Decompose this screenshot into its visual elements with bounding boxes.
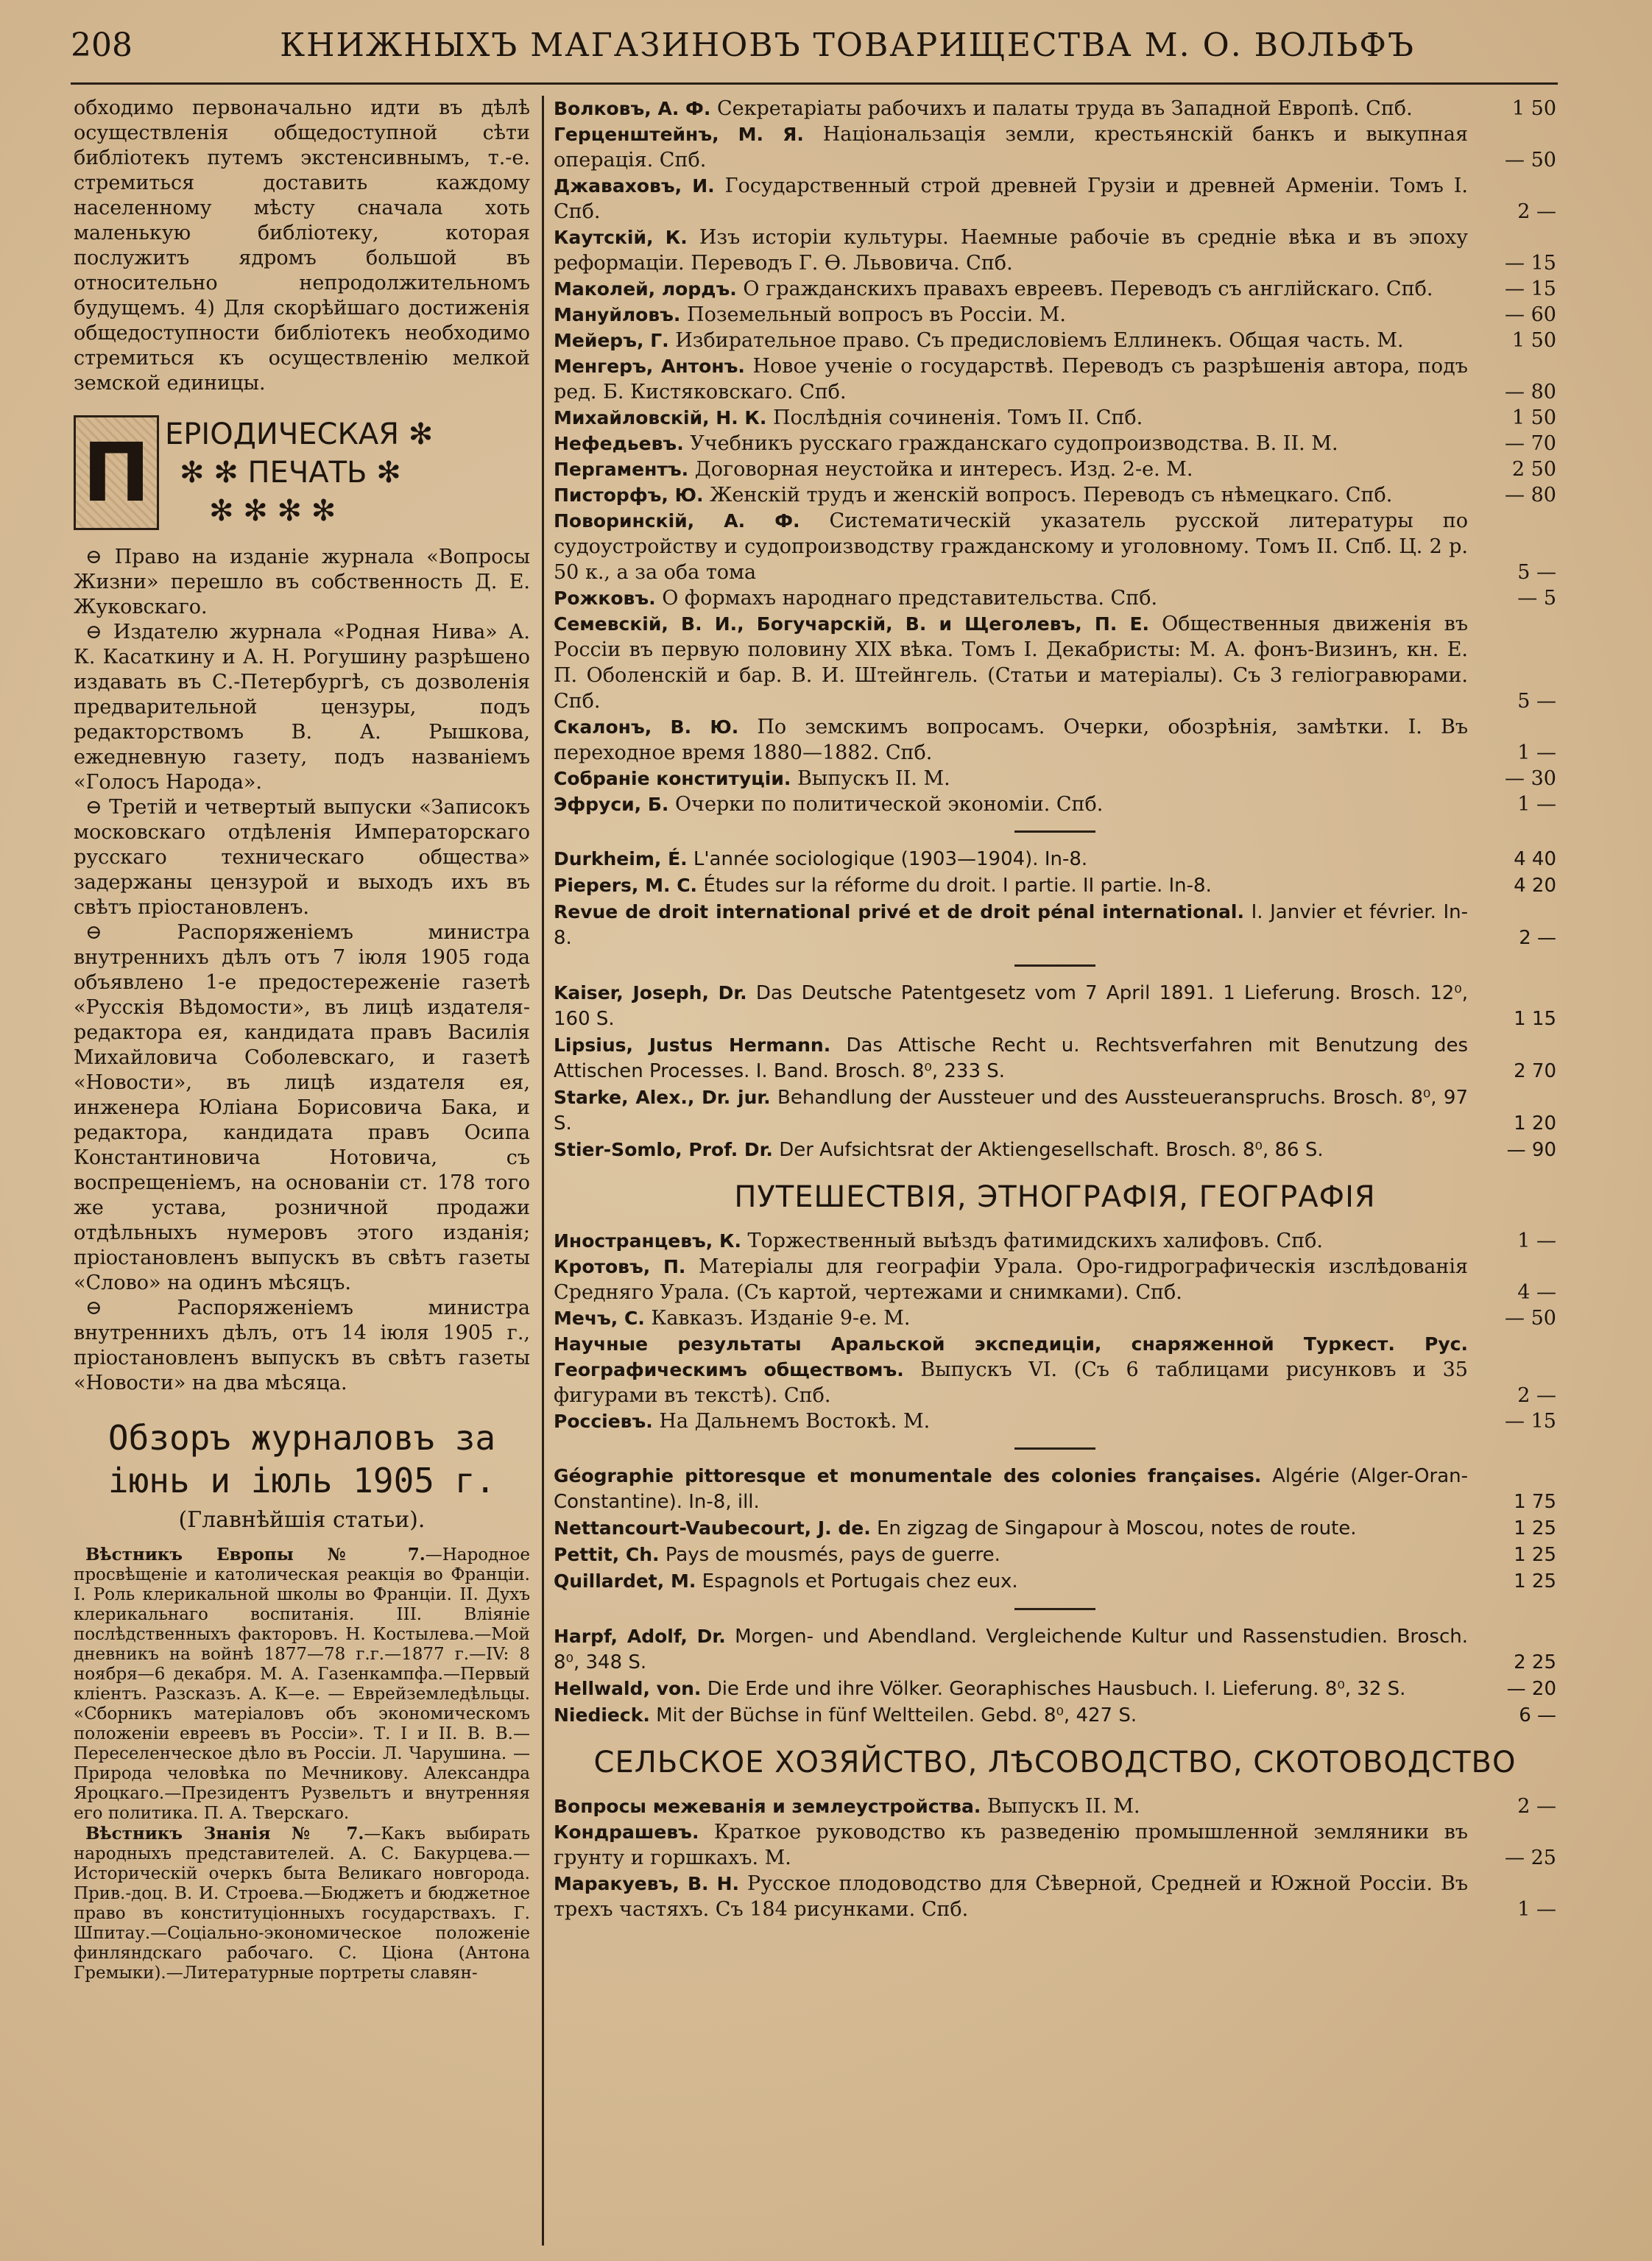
catalogue-entry (554, 791, 1556, 817)
entry-title: О гражданскихъ правахъ евреевъ. Переводъ съ англійскаго. Спб. (743, 278, 1433, 300)
entry-price: 5 — (1517, 561, 1556, 584)
entry-title: Études sur la réforme du droit. I partie. II partie. In-8. (703, 875, 1212, 897)
journal-contents: —Народное просвѣщеніе и католическая реакція во Франціи. I. Роль клерикальной школы во Франціи. II. Духъ клерикальнаго воспитанія. III. Вліяніе послѣдственныхъ факторовъ. Н. Костылева.—Мой дневникъ на войнѣ 1877—78 г.г.—1877 г.—IV: 8 ноября—6 декабря. М. А. Газенкампфа.—Первый кліентъ. Разсказъ. А. К—е. — Еврейземледѣльцы. «Сборникъ матеріаловъ объ экономическомъ положеніи евреевъ въ Россіи». Т. I и II. В. В.—Переселенческое дѣло въ Россіи. Л. Чарушина. — Природа человѣка по Мечникову. Александра Яроцкаго.—Президентъ Рузвельтъ и внутренняя его политика. П. А. Тверскаго. (74, 1545, 530, 1823)
entry-title: Morgen- und Abendland. Vergleichende Kultur und Rassenstudien. Brosch. 8⁰, 348 S. (554, 1626, 1469, 1673)
entry-text (554, 431, 1468, 456)
entry-title: I. Janvier et février. In-8. (554, 901, 1468, 949)
entry-author: Поворинскій, А. Ф. (554, 510, 800, 532)
travel-french-list (554, 1463, 1556, 1595)
entry-title: Выпускъ VI. (Съ 6 таблицами рисунковъ и 35 фигурами въ текстѣ). Спб. (554, 1358, 1468, 1407)
entry-text (554, 980, 1468, 1032)
entry-title: Краткое руководство къ разведенію промышленной земляники въ грунту и горшкахъ. М. (554, 1821, 1468, 1869)
entry-text (554, 1515, 1468, 1542)
separator-rule (1014, 964, 1095, 967)
travel-german-list (554, 1623, 1556, 1729)
catalogue-entry (554, 1871, 1556, 1922)
entry-author: Quillardet, M. (554, 1570, 696, 1592)
catalogue-entry (554, 1515, 1556, 1542)
entry-text (554, 1819, 1468, 1871)
entry-author: Revue de droit international privé et de droit pénal international. (554, 901, 1244, 923)
entry-author: Мечъ, С. (554, 1308, 645, 1329)
catalogue-entry (554, 1254, 1556, 1305)
entry-title: Algérie (Alger-Oran-Constantine). In-8, ill. (554, 1465, 1468, 1513)
entry-author: Piepers, M. C. (554, 875, 698, 896)
entry-title: Избирательное право. Съ предисловіемъ Еллинекъ. Общая часть. М. (675, 329, 1404, 352)
entry-price: 1 15 (1514, 1008, 1556, 1030)
entry-author: Рожковъ. (554, 588, 656, 609)
catalogue-entry (554, 611, 1556, 714)
entry-author: Мейеръ, Г. (554, 330, 669, 351)
entry-title: Die Erde und ihre Völker. Georaphisches Hausbuch. I. Lieferung. 8⁰, 32 S. (707, 1678, 1406, 1700)
catalogue-entry (554, 456, 1556, 482)
entry-price: — 60 (1505, 303, 1556, 326)
entry-author: Hellwald, von. (554, 1678, 702, 1699)
entry-title: Общественныя движенія въ Россіи въ первую половину XIX вѣка. Томъ I. Декабристы: М. А. фонъ-Визинъ, кн. Е. П. Оболенскій и бар. В. И. Штейнгель. (Статьи и матеріалы). Съ 3 геліогравюрами. Спб. (554, 613, 1468, 713)
entry-price: — 50 (1505, 1307, 1556, 1330)
entry-price: 1 — (1517, 1898, 1556, 1921)
catalogue-entry (554, 1793, 1556, 1819)
entry-author: Stier-Somlo, Prof. Dr. (554, 1139, 773, 1160)
running-head (71, 27, 1558, 71)
entry-title: Выпускъ II. М. (797, 767, 950, 790)
entry-text (554, 1408, 1468, 1434)
entry-author: Harpf, Adolf, Dr. (554, 1626, 726, 1647)
entry-title: Русское плодоводство для Сѣверной, Средней и Южной Россіи. Въ трехъ частяхъ. Съ 184 рисунками. Спб. (554, 1872, 1469, 1921)
entry-price: — 80 (1505, 484, 1556, 507)
entry-author: Nettancourt-Vaubecourt, J. de. (554, 1517, 871, 1539)
entry-price: — 90 (1506, 1139, 1556, 1161)
entry-text (554, 1623, 1468, 1676)
entry-author: Géographie pittoresque et monumentale des colonies françaises. (554, 1465, 1262, 1486)
entry-author: Пергаментъ. (554, 459, 689, 480)
catalogue-entry (554, 846, 1556, 872)
entry-text (554, 1793, 1468, 1819)
periodical-section-heading (74, 415, 530, 533)
entry-text (554, 766, 1468, 791)
entry-title: Матеріалы для географіи Урала. Оро-гидрографическія изслѣдованія Средняго Урала. (Съ картой, чертежами и снимками). Спб. (554, 1255, 1468, 1304)
entry-text (554, 1676, 1468, 1702)
entry-author: Kaiser, Joseph, Dr. (554, 982, 747, 1003)
catalogue-entry (554, 405, 1556, 431)
entry-title: Національзація земли, крестьянскій банкъ и выкупная операція. Спб. (554, 123, 1468, 172)
french-law-list (554, 846, 1556, 951)
catalogue-entry (554, 1463, 1556, 1515)
entry-author: Pettit, Ch. (554, 1544, 660, 1565)
news-item: ⊖ Распоряженіемъ министра внутреннихъ дѣлъ отъ 7 іюля 1905 года объявлено 1-е предостереженіе газетѣ «Русскія Вѣдомости», въ лицѣ издателя-редактора ея, кандидата правъ Василія Михайловича Соболевскаго, и газетѣ «Новости», въ лицѣ издателя ея, инженера Юліана Борисовича Бака, и редактора, кандидата правъ Осипа Константиновича Нотовича, съ воспрещеніемъ, на основаніи ст. 178 того же устава, розничной продажи отдѣльныхъ нумеровъ этого изданія; пріостановленъ выпускъ въ свѣтъ газеты «Слово» на одинъ мѣсяцъ. (74, 920, 530, 1296)
russian-law-list (554, 96, 1556, 817)
catalogue-entry (554, 1623, 1556, 1676)
review-title: Обзоръ журналовъ за іюнь и іюль 1905 г. (107, 1418, 496, 1500)
entry-text (554, 508, 1468, 585)
entry-price: — 5 (1517, 587, 1556, 610)
entry-text (554, 1463, 1468, 1515)
heading-line: ЕРІОДИЧЕСКАЯ ✻ (165, 417, 434, 451)
entry-author: Lipsius, Justus Hermann. (554, 1034, 831, 1056)
entry-title: Espagnols et Portugais chez eux. (702, 1570, 1018, 1592)
entry-price: 1 50 (1511, 97, 1556, 120)
entry-title: En zigzag de Singapour à Moscou, notes de route. (876, 1517, 1357, 1539)
entry-text (554, 611, 1468, 714)
catalogue-entry (554, 1702, 1556, 1729)
entry-author: Маколей, лордъ. (554, 278, 737, 300)
separator-rule (1014, 1608, 1095, 1610)
entry-title: Поземельный вопросъ въ Россіи. М. (687, 303, 1066, 326)
entry-text (554, 96, 1468, 121)
entry-price: 4 40 (1514, 848, 1556, 870)
entry-title: Der Aufsichtsrat der Aktiengesellschaft. Brosch. 8⁰, 86 S. (779, 1139, 1324, 1161)
entry-price: — 15 (1505, 278, 1556, 300)
catalogue-entry (554, 482, 1556, 508)
separator-rule (1014, 1447, 1095, 1450)
entry-text (554, 714, 1468, 766)
catalogue-entry (554, 1676, 1556, 1702)
running-title: КНИЖНЫХЪ МАГАЗИНОВЪ ТОВАРИЩЕСТВА М. О. ВОЛЬФЪ (280, 27, 1415, 64)
news-item: ⊖ Издателю журнала «Родная Нива» А. К. Касаткину и А. Н. Рогушину разрѣшено издавать въ С.-Петербургѣ, съ дозволенія предварительной цензуры, подъ редакторствомъ В. А. Рышкова, ежедневную газету, подъ названіемъ «Голосъ Народа». (74, 620, 530, 795)
entry-text (554, 405, 1468, 431)
news-item: ⊖ Третій и четвертый выпуски «Записокъ московскаго отдѣленія Императорскаго русскаго техническаго общества» задержаны цензурой и выходъ ихъ въ свѣтъ пріостановленъ. (74, 795, 530, 920)
entry-author: Мануйловъ. (554, 304, 681, 325)
travel-list (554, 1228, 1556, 1434)
catalogue-entry (554, 714, 1556, 766)
entry-title: Behandlung der Aussteuer und des Aussteueranspruchs. Brosch. 8⁰, 97 S. (554, 1087, 1468, 1135)
entry-author: Эфруси, Б. (554, 794, 669, 815)
entry-price: 1 — (1517, 793, 1556, 816)
entry-author: Россіевъ. (554, 1411, 653, 1432)
entry-text (554, 899, 1468, 951)
header-rule (71, 82, 1558, 85)
entry-text (554, 1228, 1468, 1254)
entry-title: Договорная неустойка и интересъ. Изд. 2-е. М. (694, 458, 1193, 481)
entry-text (554, 846, 1468, 872)
entry-title: L'année sociologique (1903—1904). In-8. (693, 848, 1088, 870)
entry-author: Писторфъ, Ю. (554, 484, 704, 506)
catalogue-entry (554, 980, 1556, 1032)
review-subtitle: (Главнѣйшія статьи). (178, 1507, 426, 1533)
catalogue-entry (554, 899, 1556, 951)
journal-contents: —Какъ выбирать народныхъ представителей. А. С. Бакурцева.—Историческій очеркъ быта Великаго новгорода. Прив.-доц. В. И. Строева.—Бюджетъ и бюджетное право въ конституціонныхъ государствахъ. Г. Шпитау.—Соціально-экономическое положеніе финляндскаго рабочаго. С. Ціона (Антона Гремыки).—Литературные портреты славян- (74, 1824, 530, 1983)
entry-title: Секретаріаты рабочихъ и палаты труда въ Западной Европѣ. Спб. (716, 97, 1413, 120)
entry-price: 2 — (1517, 1795, 1556, 1818)
entry-price: 6 — (1519, 1704, 1556, 1726)
entry-author: Волковъ, А. Ф. (554, 98, 711, 119)
entry-text (554, 872, 1468, 899)
entry-title: Mit der Büchse in fünf Weltteilen. Gebd. 8⁰, 427 S. (656, 1704, 1137, 1726)
entry-price: 1 75 (1514, 1491, 1556, 1513)
catalogue-entry (554, 1137, 1556, 1163)
entry-price: 5 — (1517, 690, 1556, 713)
german-law-list (554, 980, 1556, 1163)
entry-text (554, 1254, 1468, 1305)
entry-author: Менгеръ, Антонъ. (554, 356, 745, 377)
column-rule (542, 96, 544, 2246)
entry-price: — 15 (1505, 252, 1556, 275)
entry-text (554, 1331, 1468, 1408)
entry-price: — 70 (1505, 432, 1556, 455)
entry-title: Изъ исторіи культуры. Наемные рабочіе въ средніе вѣка и въ эпоху реформаціи. Переводъ Г. Ѳ. Львовича. Спб. (554, 226, 1468, 275)
catalogue-entry (554, 1305, 1556, 1331)
entry-text (554, 1305, 1468, 1331)
entry-title: Кавказъ. Изданіе 9-е. М. (651, 1307, 911, 1330)
entry-text (554, 1542, 1468, 1568)
entry-price: 1 — (1517, 1230, 1556, 1252)
entry-author: Джаваховъ, И. (554, 175, 715, 197)
entry-title: О формахъ народнаго представительства. Спб. (662, 587, 1158, 610)
catalogue-entry (554, 328, 1556, 353)
entry-text (554, 1702, 1468, 1729)
entry-title: Das Attische Recht u. Rechtsverfahren mit Benutzung des Attischen Processes. I. Band. Brosch. 8⁰, 233 S. (554, 1034, 1469, 1082)
entry-text (554, 276, 1468, 302)
entry-title: Das Deutsche Patentgesetz vom 7 April 1891. 1 Lieferung. Brosch. 12⁰, 160 S. (554, 982, 1468, 1030)
entry-author: Семевскій, В. И., Богучарскій, В. и Щеголевъ, П. Е. (554, 613, 1150, 635)
agriculture-section-title: СЕЛЬСКОЕ ХОЗЯЙСТВО, ЛѢСОВОДСТВО, СКОТОВОДСТВО (593, 1746, 1517, 1779)
entry-title: Новое ученіе о государствѣ. Переводъ съ разрѣшенія автора, подъ ред. Б. Кистяковскаго. Спб. (554, 355, 1468, 403)
catalogue-entry (554, 508, 1556, 585)
entry-price: — 80 (1505, 381, 1556, 403)
entry-title: По земскимъ вопросамъ. Очерки, обозрѣнія, замѣтки. I. Въ переходное время 1880—1882. Спб. (554, 716, 1469, 764)
entry-price: — 30 (1505, 767, 1556, 790)
catalogue-entry (554, 96, 1556, 121)
catalogue-entry (554, 1331, 1556, 1408)
entry-text (554, 585, 1468, 611)
entry-price: 4 — (1517, 1281, 1556, 1304)
entry-author: Иностранцевъ, К. (554, 1230, 741, 1252)
travel-section-title: ПУТЕШЕСТВІЯ, ЭТНОГРАФІЯ, ГЕОГРАФІЯ (734, 1180, 1376, 1214)
entry-author: Starke, Alex., Dr. jur. (554, 1087, 771, 1108)
catalogue-entry (554, 1542, 1556, 1568)
entry-text (554, 791, 1468, 817)
intro-paragraph: обходимо первоначально идти въ дѣлѣ осуществленія общедоступной сѣти библіотекъ путемъ экстенсивнымъ, т.-е. стремиться доставить каждому населенному мѣсту сначала хоть маленькую библіотеку, которая послужитъ ядромъ большой въ относительно непродолжительномъ будущемъ. 4) Для скорѣйшаго достиженія общедоступности библіотекъ необходимо стремиться къ осуществленію мелкой земской единицы. (74, 96, 530, 395)
catalogue-entry (554, 302, 1556, 328)
entry-author: Кротовъ, П. (554, 1256, 686, 1277)
entry-title: Pays de mousmés, pays de guerre. (665, 1544, 1000, 1566)
catalogue-entry (554, 766, 1556, 791)
entry-price: 2 50 (1511, 458, 1556, 481)
entry-author: Собраніе конституціи. (554, 768, 791, 789)
catalogue-entry (554, 1032, 1556, 1084)
entry-price: 1 25 (1514, 1517, 1556, 1539)
entry-text (554, 328, 1468, 353)
entry-price: 2 — (1517, 200, 1556, 223)
entry-title: Послѣднія сочиненія. Томъ II. Спб. (772, 406, 1143, 429)
entry-text (554, 456, 1468, 482)
journal-name: Вѣстникъ Европы № 7. (85, 1545, 426, 1565)
entry-title: Учебникъ русскаго гражданскаго судопроизводства. В. II. М. (690, 432, 1338, 455)
entry-author: Вопросы межеванія и землеустройства. (554, 1796, 981, 1817)
entry-price: 2 — (1517, 1384, 1556, 1407)
separator-rule (1014, 830, 1095, 833)
entry-author: Маракуевъ, В. Н. (554, 1873, 740, 1894)
news-item: ⊖ Распоряженіемъ министра внутреннихъ дѣлъ, отъ 14 іюля 1905 г., пріостановленъ выпускъ въ свѣтъ газеты «Новости» на два мѣсяца. (74, 1296, 530, 1396)
entry-author: Скалонъ, В. Ю. (554, 716, 739, 738)
left-column (74, 96, 530, 2253)
entry-price: 1 25 (1514, 1570, 1556, 1592)
entry-price: 2 70 (1514, 1060, 1556, 1082)
entry-price: — 20 (1506, 1678, 1556, 1700)
journal-name: Вѣстникъ Знанія № 7. (85, 1824, 364, 1844)
catalogue-entry (554, 1228, 1556, 1254)
entry-price: 1 — (1517, 741, 1556, 764)
entry-price: 4 20 (1514, 875, 1556, 897)
catalogue-entry (554, 353, 1556, 405)
entry-price: 1 20 (1514, 1112, 1556, 1135)
section-heading-text (165, 415, 530, 533)
catalogue-entry (554, 1084, 1556, 1137)
entry-author: Каутскій, К. (554, 227, 688, 248)
entry-price: — 15 (1505, 1410, 1556, 1433)
entry-author: Герценштейнъ, М. Я. (554, 124, 804, 145)
entry-price: 1 50 (1511, 406, 1556, 429)
catalogue-entry (554, 1819, 1556, 1871)
catalogue-entry (554, 225, 1556, 276)
catalogue-entry (554, 585, 1556, 611)
entry-text (554, 173, 1468, 225)
entry-author: Durkheim, É. (554, 848, 688, 870)
entry-text (554, 121, 1468, 173)
journal-review (74, 1824, 530, 1983)
catalogue-entry (554, 121, 1556, 173)
entry-text (554, 1871, 1468, 1922)
entry-title: Государственный строй древней Грузіи и древней Арменіи. Томъ I. Спб. (554, 174, 1468, 223)
entry-text (554, 302, 1468, 328)
journal-review (74, 1545, 530, 1824)
entry-text (554, 353, 1468, 405)
news-item: ⊖ Право на изданіе журнала «Вопросы Жизни» перешло въ собственность Д. Е. Жуковскаго. (74, 545, 530, 620)
heading-line: ✻ ✻ ПЕЧАТЬ ✻ (180, 456, 401, 490)
entry-text (554, 1032, 1468, 1084)
entry-text (554, 1137, 1468, 1163)
heading-line: ✻ ✻ ✻ ✻ (209, 494, 336, 528)
entry-title: На Дальнемъ Востокѣ. М. (659, 1410, 931, 1433)
catalogue-entry (554, 276, 1556, 302)
entry-price: 2 — (1519, 927, 1556, 949)
entry-price: — 25 (1505, 1846, 1556, 1869)
entry-text (554, 1084, 1468, 1137)
entry-price: 1 50 (1511, 329, 1556, 352)
catalogue-entry (554, 1408, 1556, 1434)
agriculture-list (554, 1793, 1556, 1922)
entry-text (554, 1568, 1468, 1595)
entry-title: Торжественный выѣздъ фатимидскихъ халифовъ. Спб. (747, 1230, 1323, 1252)
entry-author: Niedieck. (554, 1704, 650, 1726)
catalogue-entry (554, 872, 1556, 899)
entry-price: — 50 (1505, 149, 1556, 172)
entry-title: Женскій трудъ и женскій вопросъ. Переводъ съ нѣмецкаго. Спб. (710, 484, 1393, 507)
entry-price: 1 25 (1514, 1544, 1556, 1566)
entry-author: Научные результаты Аральской экспедиціи, снаряженной Туркест. Рус. Географическимъ обществомъ. (554, 1333, 1468, 1380)
entry-text (554, 225, 1468, 276)
catalogue-entry (554, 1568, 1556, 1595)
entry-title: Очерки по политической экономіи. Спб. (675, 793, 1104, 816)
catalogue-entry (554, 173, 1556, 225)
entry-title: Выпускъ II. М. (986, 1795, 1140, 1818)
initial-letter: П (82, 426, 151, 520)
entry-title: Систематическій указатель русской литературы по судоустройству и судопроизводству гражданскому и уголовному. Томъ II. Спб. Ц. 2 р. 50 к., а за оба тома (554, 509, 1468, 584)
right-column (554, 96, 1556, 2253)
entry-text (554, 482, 1468, 508)
entry-price: 2 25 (1514, 1651, 1556, 1673)
page-number: 208 (71, 27, 133, 64)
catalogue-entry (554, 431, 1556, 456)
entry-author: Кондрашевъ. (554, 1821, 699, 1843)
decorative-initial (74, 415, 159, 530)
entry-author: Михайловскій, Н. К. (554, 407, 767, 428)
entry-author: Нефедьевъ. (554, 433, 684, 454)
